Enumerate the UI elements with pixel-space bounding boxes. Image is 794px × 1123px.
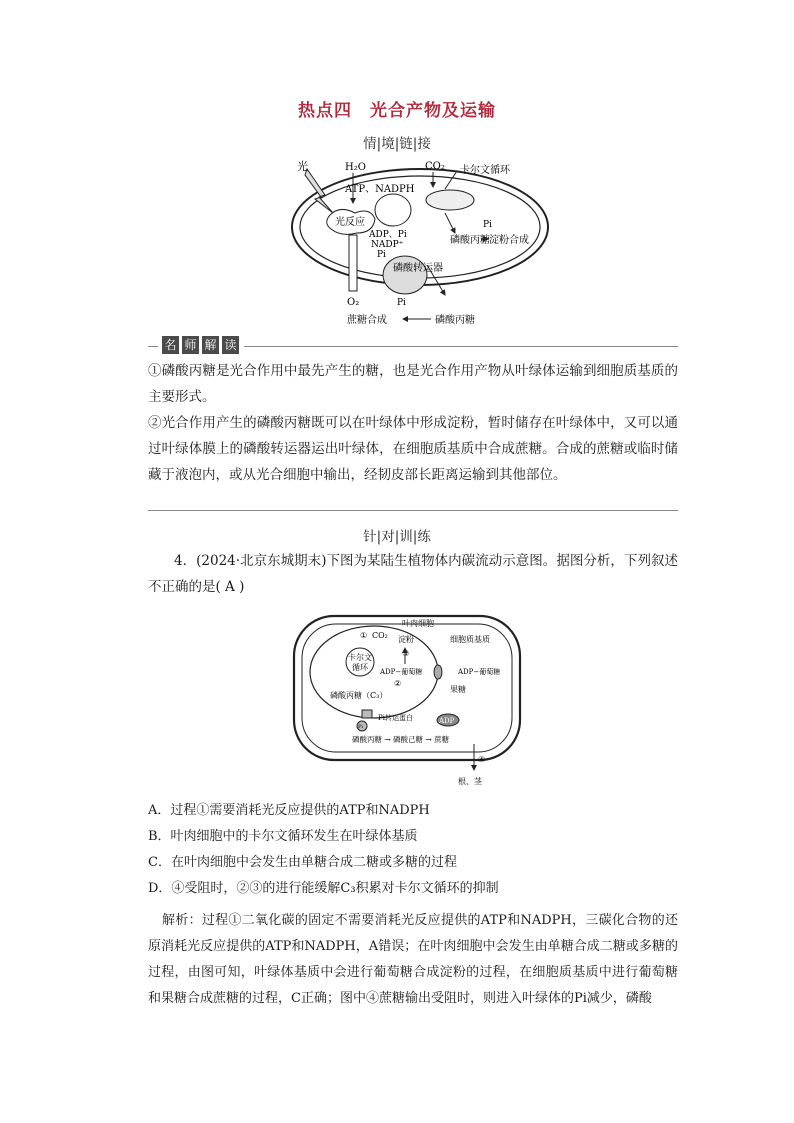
h2o-label: H₂O — [345, 162, 366, 173]
co2-label: CO₂ — [425, 161, 445, 172]
triose-c3-label: 磷酸丙糖（C₃） — [330, 691, 388, 700]
triose-phosphate-label: 磷酸丙糖 — [450, 235, 490, 246]
light-label: 光 — [297, 160, 308, 173]
starch-label: 淀粉 — [398, 635, 414, 644]
process-4-marker: ④ — [478, 755, 486, 764]
adp-pi-label: ADP、Pi — [369, 230, 407, 240]
phosphate-translocator — [383, 256, 427, 294]
light-reaction-label: 光反应 — [335, 217, 365, 228]
calvin-label: 卡尔文循环 — [460, 165, 510, 176]
o2-label: O₂ — [347, 297, 360, 308]
process-2-marker: ② — [394, 679, 402, 688]
diagram-photosynthesis-products — [285, 155, 555, 330]
page-title: 热点四 光合产物及运输 — [298, 101, 496, 121]
co2-label: CO₂ — [372, 631, 388, 640]
option-c[interactable]: C．在叶肉细胞中会发生由单糖合成二糖或多糖的过程 — [148, 855, 457, 870]
teacher-interpretation-header — [148, 336, 678, 356]
pi-label-2: Pi — [483, 220, 492, 230]
reading-paragraph-2: ②光合作用产生的磷酸丙糖既可以在叶绿体中形成淀粉，暂时储存在叶绿体中，又可以通过叶绿体膜上的磷酸转运器运出叶绿体，在细胞质基质中合成蔗糖。合成的蔗糖或临时储藏于液泡内，或从光合细胞中输出，经韧皮部长距离运输到其他部位。 — [148, 415, 678, 483]
diagram-carbon-flow — [290, 612, 530, 792]
analysis-paragraph: 解析：过程①二氧化碳的固定不需要消耗光反应提供的ATP和NADPH，三碳化合物的还原消耗光反应提供的ATP和NADPH，A错误；在叶肉细胞中会发生由单糖合成二糖或多糖的过程，由图可知，叶绿体基质中会进行葡萄糖合成淀粉的过程，在细胞质基质中进行葡萄糖和果糖合成蔗糖的过程，C正确；图中④蔗糖输出受阻时，则进入叶绿体的Pi减少，磷酸 — [148, 913, 678, 1006]
mesophyll-label: 叶肉细胞 — [402, 619, 434, 628]
pi-transporter-icon — [362, 710, 372, 718]
option-a[interactable]: A．过程①需要消耗光反应提供的ATP和NADPH — [148, 803, 430, 818]
adp-glucose-label-1: ADP−葡萄糖 — [380, 668, 423, 676]
label-char-2: 师 — [182, 336, 199, 354]
adp-glucose-label-2: ADP−葡萄糖 — [458, 668, 501, 676]
triose-phosphate-label-2: 磷酸丙糖 — [435, 315, 475, 326]
section-heading-practice: 针|对|训|练 — [363, 529, 431, 545]
section-heading-context: 情|境|链|接 — [363, 136, 431, 152]
cytoplasm-label: 细胞质基质 — [450, 635, 490, 644]
starch-synthesis-label: 淀粉合成 — [489, 235, 529, 246]
option-b[interactable]: B．叶肉细胞中的卡尔文循环发生在叶绿体基质 — [148, 829, 418, 844]
sugar-chain-label: 磷酸丙糖 → 磷酸己糖 → 蔗糖 — [352, 735, 450, 744]
translocator-label: 磷酸转运器 — [393, 263, 443, 274]
calvin-cycle-ring — [426, 190, 474, 210]
question-stem: 4．(2024·北京东城期末)下图为某陆生植物体内碳流动示意图。据图分析，下列叙述不正确的是( A ) — [148, 553, 678, 595]
fructose-label: 果糖 — [450, 685, 466, 694]
nadp-label: NADP⁺ — [371, 240, 404, 250]
adp-label: ADP — [439, 717, 455, 725]
process-3-marker: ③ — [402, 649, 410, 658]
pi-protein-label: Pi转运蛋白 — [378, 714, 413, 722]
atp-nadph-label: ATP、NADPH — [345, 184, 415, 195]
energy-cycle-ring — [375, 194, 411, 226]
label-char-1: 名 — [162, 336, 179, 354]
pi-label-3: Pi — [397, 298, 406, 308]
process-1-marker: ① — [360, 631, 368, 640]
pi-label-1: Pi — [377, 250, 386, 260]
label-char-4: 读 — [222, 336, 239, 354]
root-stem-label: 根、茎 — [458, 777, 482, 786]
section-divider — [148, 510, 678, 511]
glucose-transporter — [434, 665, 442, 679]
pi-label: Pi — [358, 724, 363, 730]
calvin-label-1: 卡尔文 — [348, 653, 372, 662]
sucrose-synthesis-label: 蔗糖合成 — [347, 315, 387, 326]
option-d[interactable]: D．④受阻时，②③的进行能缓解C₃积累对卡尔文循环的抑制 — [148, 881, 499, 896]
light-bolt-icon — [305, 169, 333, 213]
calvin-label-2: 循环 — [352, 663, 368, 672]
reading-paragraph-1: ①磷酸丙糖是光合作用中最先产生的糖，也是光合作用产物从叶绿体运输到细胞质基质的主要形式。 — [148, 363, 678, 405]
label-char-3: 解 — [202, 336, 219, 354]
